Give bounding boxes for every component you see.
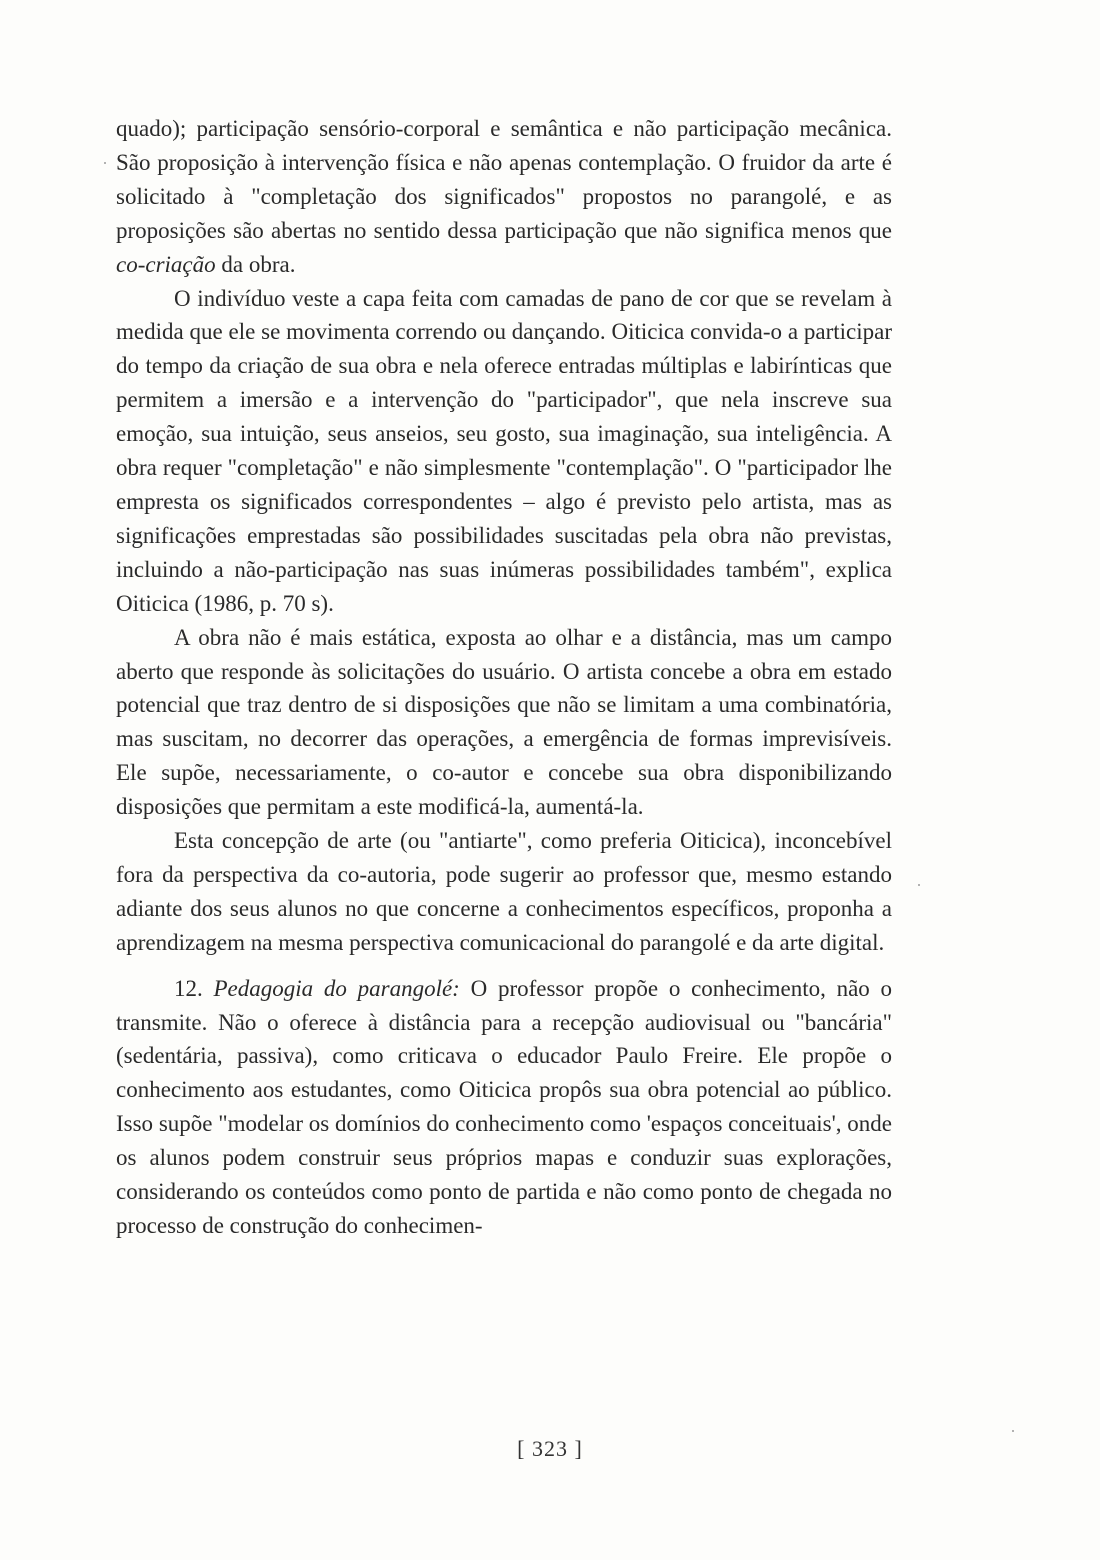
- paragraph-1-emphasis: co-criação: [116, 251, 216, 277]
- paragraph-2: O indivíduo veste a capa feita com camadas de pano de cor que se revelam à medida que ele se movimenta correndo ou dançando. Oiticica convida-o a participar do tempo da criação de sua obra e nela oferece entradas múltiplas e labirínticas que permitem a imersão e a intervenção do "participador", que nela inscreve sua emoção, sua intuição, seus anseios, seu gosto, sua imaginação, sua inteligência. A obra requer "completação" e não simplesmente "contemplação". O "participador lhe empresta os significados correspondentes – algo é previsto pelo artista, mas as significações emprestadas são possibilidades suscitadas pela obra não previstas, incluindo a não-participação nas suas inúmeras possibilidades também", explica Oiticica (1986, p. 70 s).: [116, 285, 892, 616]
- paragraph-1: [116, 112, 892, 282]
- paragraph-5-number: 12.: [174, 975, 203, 1001]
- scan-speck: [104, 162, 106, 164]
- scan-speck: [1012, 1430, 1014, 1432]
- paragraph-5: [116, 972, 892, 1243]
- paragraph-5-text: O professor propõe o conhecimento, não o transmite. Não o oferece à distância para a recepção audiovisual ou "bancária" (sedentária, passiva), como criticava o educador Paulo Freire. Ele propõe o conhecimento aos estudantes, como Oiticica propôs sua obra potencial ao público. Isso supõe "modelar os domínios do conhecimento como 'espaços conceituais', onde os alunos podem construir seus próprios mapas e conduzir suas explorações, considerando os conteúdos como ponto de partida e não como ponto de chegada no processo de construção do conhecimen-: [116, 975, 893, 1238]
- page-number: [ 323 ]: [517, 1436, 583, 1461]
- paragraph-1-text: quado); participação sensório-corporal e semântica e não participação mecânica. São proposição à intervenção física e não apenas contemplação. O fruidor da arte é solicitado à "completação dos significados" propostos no parangolé, e as proposições são abertas no sentido dessa participação que não significa menos que: [116, 116, 892, 243]
- scan-speck: [918, 884, 920, 886]
- body-text: [116, 112, 892, 1243]
- paragraph-4: Esta concepção de arte (ou "antiarte", como preferia Oiticica), inconcebível fora da perspectiva da co-autoria, pode sugerir ao professor que, mesmo estando adiante dos seus alunos no que concerne a conhecimentos específicos, proponha a aprendizagem na mesma perspectiva comunicacional do parangolé e da arte digital.: [116, 828, 892, 955]
- paragraph-3: A obra não é mais estática, exposta ao olhar e a distância, mas um campo aberto que responde às solicitações do usuário. O artista concebe a obra em estado potencial que traz dentro de si disposições que não se limitam a uma combinatória, mas suscitam, no decorrer das operações, a emergência de formas imprevisíveis. Ele supõe, necessariamente, o co-autor e concebe sua obra disponibilizando disposições que permitam a este modificá-la, aumentá-la.: [116, 624, 892, 820]
- paragraph-1-after: da obra.: [215, 251, 296, 277]
- paragraph-5-heading: Pedagogia do parangolé:: [213, 975, 460, 1001]
